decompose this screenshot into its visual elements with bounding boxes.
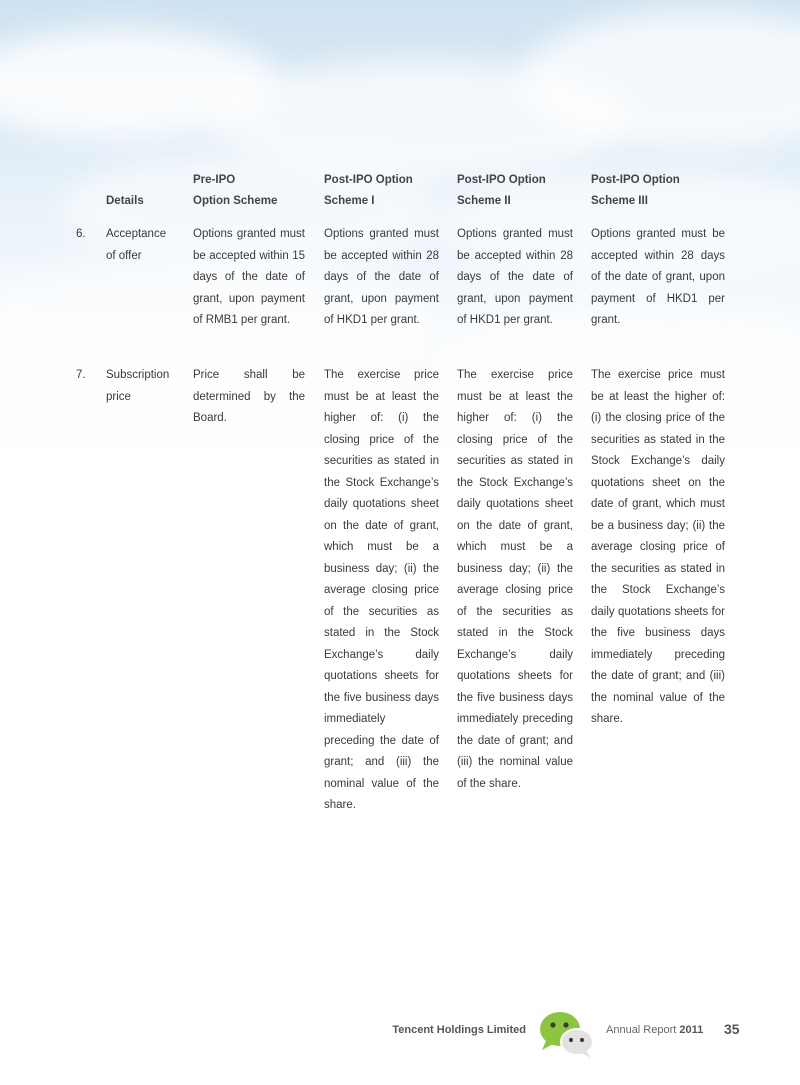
footer-report-label: Annual Report bbox=[606, 1024, 677, 1036]
row-detail: Acceptance of offer bbox=[106, 228, 167, 262]
header-post-ipo-3-line2: Scheme III bbox=[591, 195, 648, 207]
header-post-ipo-3 bbox=[591, 170, 725, 212]
header-post-ipo-3-line1: Post-IPO Option bbox=[591, 174, 680, 186]
cell-post-ipo-3: Options granted must be accepted within 28 days of the date of grant, upon payment of HKD1 per grant. bbox=[591, 228, 725, 326]
header-details: Details bbox=[106, 195, 144, 207]
row-number: 7. bbox=[76, 369, 86, 381]
cell-pre-ipo: Price shall be determined by the Board. bbox=[193, 369, 305, 424]
header-pre-ipo bbox=[193, 170, 305, 212]
cell-pre-ipo: Options granted must be accepted within 15 days of the date of grant, upon payment of RMB1 per grant. bbox=[193, 228, 305, 326]
header-post-ipo-2-line1: Post-IPO Option bbox=[457, 174, 546, 186]
row-detail: Subscription price bbox=[106, 369, 170, 403]
page-number: 35 bbox=[724, 1021, 740, 1037]
header-post-ipo-1 bbox=[324, 170, 439, 212]
header-post-ipo-2 bbox=[457, 170, 573, 212]
cell-post-ipo-2: Options granted must be accepted within 28 days of the date of grant, upon payment of HKD1 per grant. bbox=[457, 228, 573, 326]
cell-post-ipo-1: Options granted must be accepted within 28 days of the date of grant, upon payment of HKD1 per grant. bbox=[324, 228, 439, 326]
header-pre-ipo-line2: Option Scheme bbox=[193, 195, 278, 207]
footer-report-year: 2011 bbox=[679, 1024, 704, 1036]
header-post-ipo-2-line2: Scheme II bbox=[457, 195, 511, 207]
row-number: 6. bbox=[76, 228, 86, 240]
header-post-ipo-1-line2: Scheme I bbox=[324, 195, 375, 207]
wechat-bubbles-icon bbox=[536, 1008, 596, 1060]
header-pre-ipo-line1: Pre-IPO bbox=[193, 174, 236, 186]
cell-post-ipo-3: The exercise price must be at least the higher of: (i) the closing price of the securities as stated in the Stock Exchange’s daily quotations sheet on the date of grant, which must be a business day; (ii) the average closing price of the securities as stated in the Stock Exchange’s daily quotations sheets for the five business days immediately preceding the date of grant; and (iii) the nominal value of the share. bbox=[591, 369, 725, 725]
cell-post-ipo-1: The exercise price must be at least the higher of: (i) the closing price of the securities as stated in the Stock Exchange’s daily quotations sheet on the date of grant, which must be a business day; (ii) the average closing price of the securities as stated in the Stock Exchange’s daily quotations sheets for the five business days immediately preceding the date of grant; and (iii) the nominal value of the share. bbox=[324, 369, 439, 811]
footer-company-name: Tencent Holdings Limited bbox=[392, 1024, 526, 1036]
cell-post-ipo-2: The exercise price must be at least the higher of: (i) the closing price of the securities as stated in the Stock Exchange’s daily quotations sheet on the date of grant, which must be a business day; (ii) the average closing price of the securities as stated in the Stock Exchange’s daily quotations sheets for the five business days immediately preceding the date of grant; and (iii) the nominal value of the share. bbox=[457, 369, 573, 790]
footer-annual-report bbox=[606, 1024, 703, 1036]
header-post-ipo-1-line1: Post-IPO Option bbox=[324, 174, 413, 186]
